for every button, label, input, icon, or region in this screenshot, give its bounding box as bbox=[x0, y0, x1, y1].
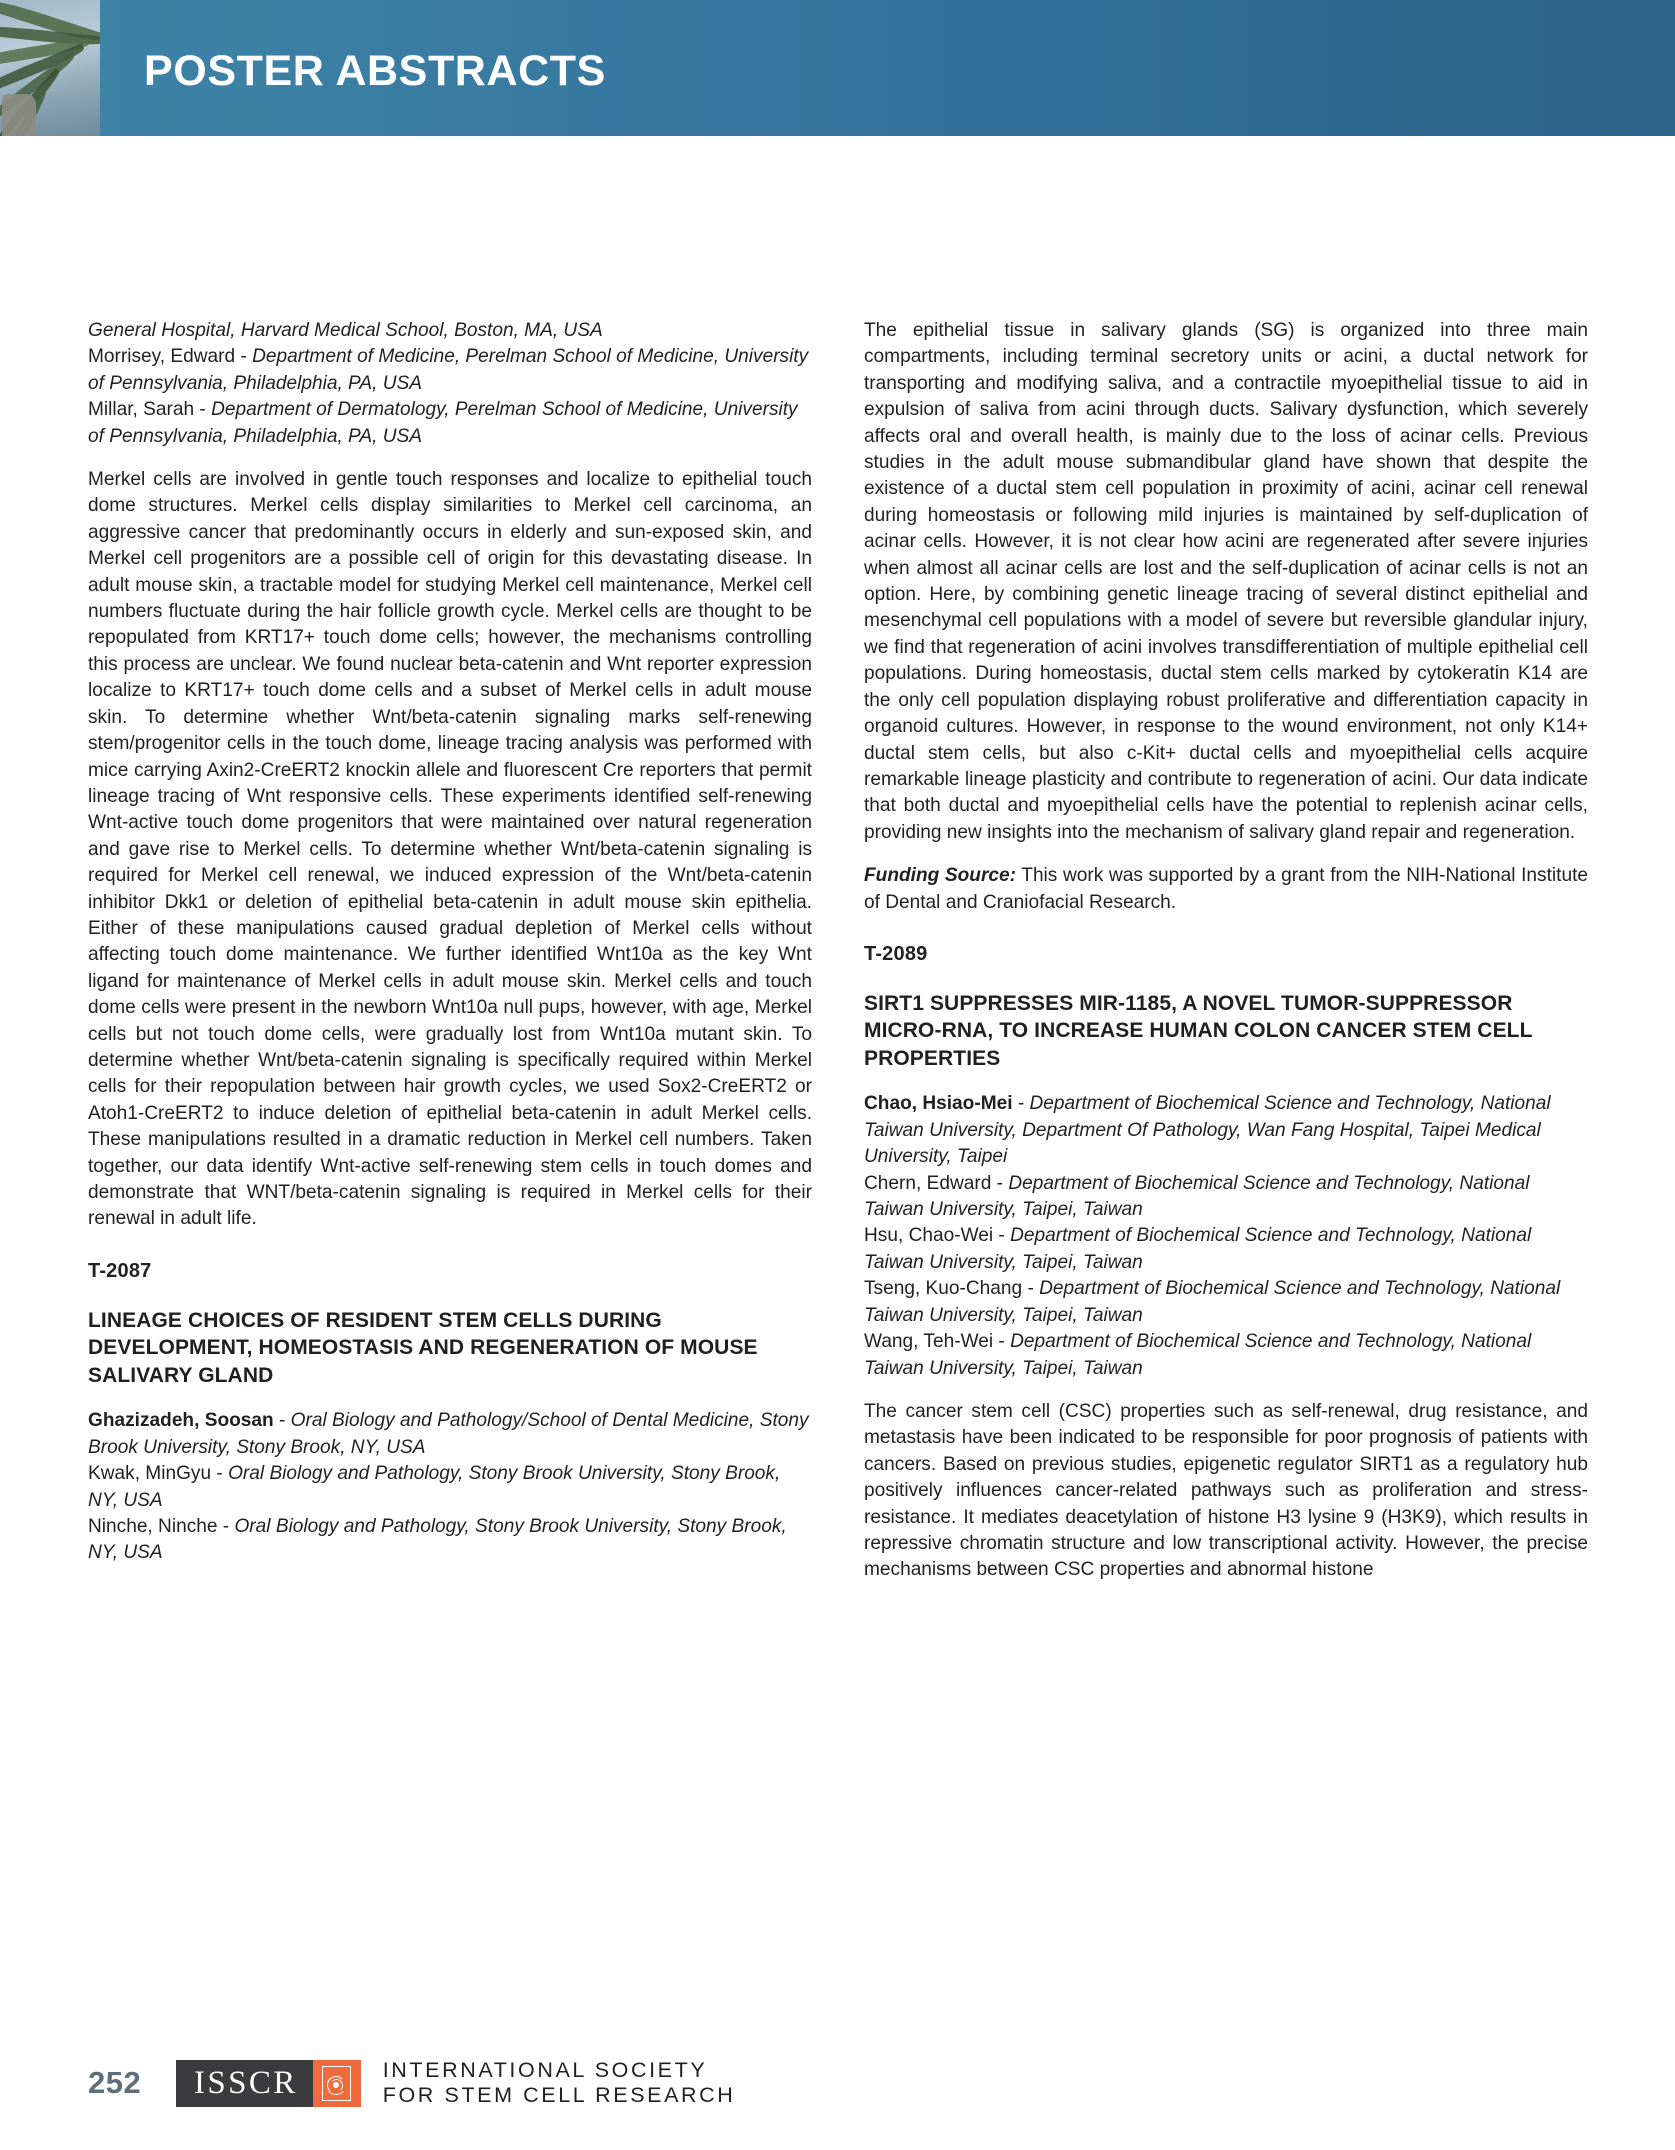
left-column bbox=[88, 318, 812, 1584]
page-header-banner bbox=[0, 0, 1675, 136]
isscr-name-line-2: FOR STEM CELL RESEARCH bbox=[382, 2083, 736, 2107]
isscr-logo bbox=[176, 2060, 361, 2107]
isscr-emblem-box bbox=[313, 2060, 361, 2107]
author-name: Morrisey, Edward bbox=[88, 346, 236, 368]
affiliation-line: Department of Dermatology, Perelman School of Medicine, University of Pennsylvania, Philadelphia, PA, USA bbox=[88, 399, 798, 447]
abstract-body-paragraph-sirt1: The cancer stem cell (CSC) properties such as self-renewal, drug resistance, and metastasis have been indicated to be responsible for poor prognosis of patients with cancers. Based on previous studies, epigenetic regulator SIRT1 as a regulatory hub positively influences cancer-related pathways such as proliferation and stress-resistance. It mediates deacetylation of histone H3 lysine 9 (H3K9), which results in repressive chromatin structure and low transcriptional activity. However, the precise mechanisms between CSC properties and abnormal histone bbox=[864, 1400, 1588, 1581]
affiliation-line: Oral Biology and Pathology, Stony Brook University, Stony Brook, NY, USA bbox=[88, 1463, 781, 1511]
author-affiliation-block-continued bbox=[88, 318, 812, 450]
affiliation-line: Oral Biology and Pathology/School of Dental Medicine, Stony Brook University, Stony Brook, NY, USA bbox=[88, 1410, 809, 1458]
funding-source-paragraph bbox=[864, 863, 1588, 916]
funding-source-text: This work was supported by a grant from the NIH-National Institute of Dental and Craniofacial Research. bbox=[864, 865, 1588, 913]
isscr-wordmark: ISSCR bbox=[176, 2060, 313, 2107]
page-number: 252 bbox=[88, 2065, 142, 2100]
author-name: Kwak, MinGyu bbox=[88, 1463, 212, 1485]
header-band bbox=[100, 0, 1675, 136]
isscr-name-line-1: INTERNATIONAL SOCIETY bbox=[382, 2058, 708, 2082]
author-separator: - bbox=[993, 1331, 1011, 1353]
affiliation-line: Department of Medicine, Perelman School of Medicine, University of Pennsylvania, Philadelphia, PA, USA bbox=[88, 346, 809, 394]
affiliation-line: Department of Biochemical Science and Technology, National Taiwan University, Taipei, Taiwan bbox=[864, 1331, 1532, 1379]
author-name: Wang, Teh-Wei bbox=[864, 1331, 994, 1353]
affiliation-line: Department of Biochemical Science and Technology, National Taiwan University, Taipei, Taiwan bbox=[864, 1172, 1530, 1221]
author-name: Chao, Hsiao-Mei bbox=[864, 1093, 1013, 1115]
affiliation-line: Department of Biochemical Science and Technology, National Taiwan University, Taipei, Taiwan bbox=[864, 1278, 1561, 1326]
author-separator: - bbox=[993, 1225, 1011, 1247]
author-separator: - bbox=[211, 1463, 229, 1485]
author-name: Ninche, Ninche bbox=[88, 1515, 218, 1537]
affiliation-line: Department of Biochemical Science and Technology, National Taiwan University, Taipei, Taiwan bbox=[864, 1225, 1532, 1273]
isscr-swirl-icon bbox=[322, 2066, 351, 2101]
page-footer bbox=[88, 2058, 1588, 2108]
author-separator: - bbox=[235, 346, 253, 368]
page-title: POSTER ABSTRACTS bbox=[144, 46, 606, 95]
abstract-id-t2087: T-2087 bbox=[88, 1259, 152, 1282]
author-name: Chern, Edward bbox=[864, 1172, 992, 1194]
abstract-title-t2087: LINEAGE CHOICES OF RESIDENT STEM CELLS DURING DEVELOPMENT, HOMEOSTASIS AND REGENERATION OF MOUSE SALIVARY GLAND bbox=[88, 1308, 758, 1387]
author-separator: - bbox=[991, 1172, 1009, 1194]
author-separator: - bbox=[1012, 1093, 1030, 1115]
two-column-body bbox=[88, 318, 1588, 1584]
author-affiliation-block-t2087 bbox=[88, 1408, 812, 1566]
right-column bbox=[864, 318, 1588, 1584]
funding-source-label: Funding Source: bbox=[864, 865, 1016, 887]
palm-tree-photo bbox=[0, 0, 100, 136]
abstract-title-t2089: SIRT1 SUPPRESSES MIR-1185, A NOVEL TUMOR-SUPPRESSOR MICRO-RNA, TO INCREASE HUMAN COLON CANCER STEM CELL PROPERTIES bbox=[864, 991, 1533, 1070]
author-separator: - bbox=[194, 399, 212, 421]
affiliation-line: General Hospital, Harvard Medical School, Boston, MA, USA bbox=[88, 320, 603, 341]
abstract-id-t2089: T-2089 bbox=[864, 942, 928, 965]
author-name: Ghazizadeh, Soosan bbox=[88, 1410, 274, 1432]
isscr-organization-name bbox=[383, 2058, 736, 2108]
author-affiliation-block-t2089 bbox=[864, 1091, 1588, 1381]
author-name: Hsu, Chao-Wei bbox=[864, 1225, 994, 1247]
author-name: Tseng, Kuo-Chang bbox=[864, 1278, 1023, 1300]
abstract-body-paragraph: Merkel cells are involved in gentle touch responses and localize to epithelial touch dome structures. Merkel cells display similarities to Merkel cell carcinoma, an aggressive cancer that predominantly occurs in elderly and sun-exposed skin, and Merkel cell progenitors are a possible cell of origin for this devastating disease. In adult mouse skin, a tractable model for studying Merkel cell maintenance, Merkel cell numbers fluctuate during the hair follicle growth cycle. Merkel cells are thought to be repopulated from KRT17+ touch dome cells; however, the mechanisms controlling this process are unclear. We found nuclear beta-catenin and Wnt reporter expression localize to KRT17+ touch dome cells and a subset of Merkel cells in adult mouse skin. To determine whether Wnt/beta-catenin signaling marks self-renewing stem/progenitor cells in the touch dome, lineage tracing analysis was performed with mice carrying Axin2-CreERT2 knockin allele and fluorescent Cre reporters that permit lineage tracing of Wnt responsive cells. These experiments identified self-renewing Wnt-active touch dome progenitors that were maintained over natural regeneration and gave rise to Merkel cells. To determine whether Wnt/beta-catenin signaling is required for Merkel cell renewal, we induced expression of the Wnt/beta-catenin inhibitor Dkk1 or deletion of epithelial beta-catenin in adult mouse skin epithelia. Either of these manipulations caused gradual depletion of Merkel cells without affecting touch dome maintenance. We further identified Wnt10a as the key Wnt ligand for maintenance of Merkel cells in adult mouse skin. Merkel cells and touch dome cells were present in the newborn Wnt10a null pups, however, with age, Merkel cells but not touch dome cells, were gradually lost from Wnt10a mutant skin. To determine whether Wnt/beta-catenin signaling is specifically required within Merkel cells for their repopulation between hair growth cycles, we used Sox2-CreERT2 or Atoh1-CreERT2 to induce deletion of epithelial beta-catenin in adult Merkel cells. These manipulations resulted in a dramatic reduction in Merkel cell numbers. Taken together, our data identify Wnt-active self-renewing stem cells in touch domes and demonstrate that WNT/beta-catenin signaling is required in Merkel cells for their renewal in adult life. bbox=[88, 469, 812, 1230]
abstract-body-paragraph-salivary: The epithelial tissue in salivary glands (SG) is organized into three main compartments, including terminal secretory units or acini, a ductal network for transporting and modifying saliva, and a contractile myoepithelial tissue to aid in expulsion of saliva from acini through ducts. Salivary dysfunction, which severely affects oral and overall health, is mainly due to the loss of acinar cells. Previous studies in the adult mouse submandibular gland have shown that despite the existence of a ductal stem cell population in proximity of acini, acinar cell renewal during homeostasis or following mild injuries is maintained by self-duplication of acinar cells. However, it is not clear how acini are regenerated after severe injuries when almost all acinar cells are lost and the self-duplication of acinar cells is not an option. Here, by combining genetic lineage tracing of several distinct epithelial and mesenchymal cell populations with a model of severe but reversible glandular injury, we find that regeneration of acini involves transdifferentiation of multiple epithelial cell populations. During homeostasis, ductal stem cells marked by cytokeratin K14 are the only cell population displaying robust proliferative and differentiation capacity in organoid cultures. However, in response to the wound environment, not only K14+ ductal stem cells, but also c-Kit+ ductal cells and myoepithelial cells acquire remarkable lineage plasticity and contribute to regeneration of acini. Our data indicate that both ductal and myoepithelial cells have the potential to replenish acinar cells, providing new insights into the mechanism of salivary gland repair and regeneration. bbox=[864, 320, 1588, 843]
palm-trunk-icon bbox=[2, 94, 36, 136]
author-separator: - bbox=[1022, 1278, 1040, 1300]
affiliation-line: Oral Biology and Pathology, Stony Brook University, Stony Brook, NY, USA bbox=[88, 1515, 787, 1564]
author-separator: - bbox=[217, 1515, 235, 1537]
affiliation-line: Department of Biochemical Science and Technology, National Taiwan University, Department Of Pathology, Wan Fang Hospital, Taipei Medical University, Taipei bbox=[864, 1093, 1551, 1168]
author-name: Millar, Sarah bbox=[88, 399, 195, 421]
author-separator: - bbox=[273, 1410, 291, 1432]
